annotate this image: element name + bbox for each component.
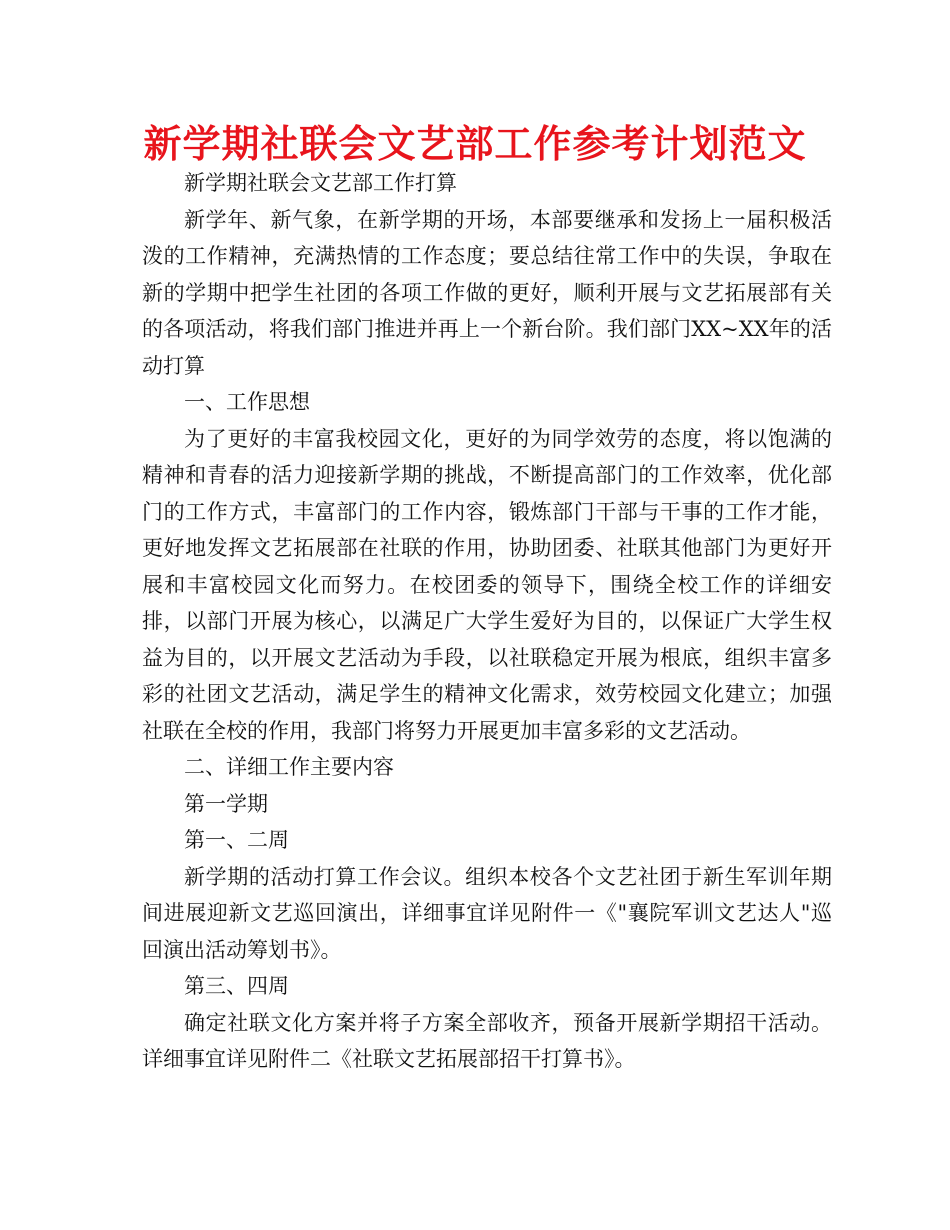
paragraph-intro: 新学年、新气象，在新学期的开场，本部要继承和发扬上一届积极活泼的工作精神，充满热情的工作态度；要总结往常工作中的失误，争取在新的学期中把学生社团的各项工作做的更好，顺利开展与文艺拓展部有关的各项活动，将我们部门推进并再上一个新台阶。我们部门XX~XX年的活动打算 [142,207,832,378]
section-heading-work-content: 二、详细工作主要内容 [184,755,394,779]
subheading-first-semester: 第一学期 [184,791,268,816]
paragraph-subtitle: 新学期社联会文艺部工作打算 [184,171,457,195]
paragraph-week-1-2: 新学期的活动打算工作会议。组织本校各个文艺社团于新生军训年期间进展迎新文艺巡回演出，详细事宜详见附件一《"襄院军训文艺达人"巡回演出活动筹划书》。 [142,864,832,962]
section-heading-work-thought: 一、工作思想 [184,390,310,414]
document-title: 新学期社联会文艺部工作参考计划范文 [143,122,807,166]
paragraph-week-3-4: 确定社联文化方案并将子方案全部收齐，预备开展新学期招干活动。详细事宜详见附件二《社联文艺拓展部招干打算书》。 [142,1010,832,1071]
subheading-week-3-4: 第三、四周 [184,974,289,998]
document-body [142,165,832,1078]
paragraph-work-thought: 为了更好的丰富我校园文化，更好的为同学效劳的态度，将以饱满的精神和青春的活力迎接新学期的挑战，不断提高部门的工作效率，优化部门的工作方式，丰富部门的工作内容，锻炼部门干部与干事的工作才能，更好地发挥文艺拓展部在社联的作用，协助团委、社联其他部门为更好开展和丰富校园文化而努力。在校团委的领导下，围绕全校工作的详细安排，以部门开展为核心，以满足广大学生爱好为目的，以保证广大学生权益为目的，以开展文艺活动为手段，以社联稳定开展为根底，组织丰富多彩的社团文艺活动，满足学生的精神文化需求，效劳校园文化建立；加强社联在全校的作用，我部门将努力开展更加丰富多彩的文艺活动。 [142,426,832,743]
subheading-week-1-2: 第一、二周 [184,828,289,852]
